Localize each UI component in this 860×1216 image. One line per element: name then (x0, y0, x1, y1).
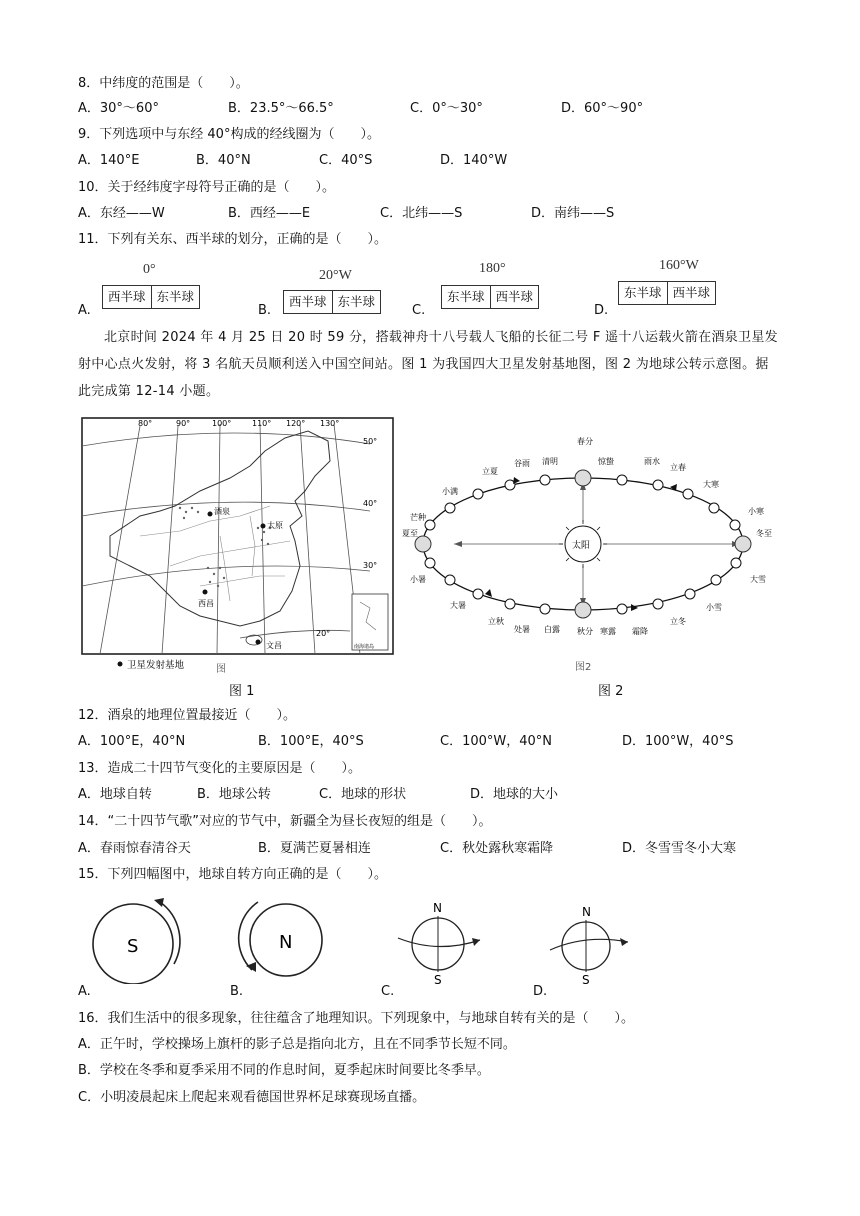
q16-option-b[interactable]: B．学校在冬季和夏季采用不同的作息时间，夏季起床时间要比冬季早。 (78, 1063, 490, 1078)
figure2-caption: 图 2 (598, 684, 624, 699)
q12-option-a[interactable]: A．100°E，40°N (78, 734, 186, 749)
legend-marker (118, 662, 123, 667)
q9-option-c[interactable]: C．40°S (319, 153, 373, 168)
launch-site-marker (261, 524, 266, 529)
solar-term-label: 小暑 (410, 575, 426, 584)
figure2-footer-label: 图2 (575, 662, 592, 672)
city-label-xichang: 西昌 (198, 599, 214, 608)
q16-option-c[interactable]: C．小明凌晨起床上爬起来观看德国世界杯足球赛现场直播。 (78, 1090, 426, 1105)
q15-option-d[interactable]: D. (533, 984, 548, 999)
q12-option-d[interactable]: D．100°W，40°S (622, 734, 734, 749)
figure1-map (80, 416, 395, 676)
solar-term-label: 惊蛰 (598, 457, 614, 466)
passage-intro: 北京时间 2024 年 4 月 25 日 20 时 59 分，搭载神舟十八号载人飞船的长征二号 F 遥十八运载火箭在酒泉卫星发射中心点火发射，将 3 名航天员顺利送入中国空间站。图 1 为我国四大卫星发射基地图，图 2 为地球公转示意图。据此完成第 12-14 小题。 (78, 330, 778, 399)
rotation-arrow-icon (154, 898, 164, 907)
city-label-jiuquan: 酒泉 (214, 507, 230, 516)
solar-term-label: 芒种 (410, 513, 426, 522)
q8-option-d[interactable]: D．60°～90° (561, 101, 644, 116)
q9-option-d[interactable]: D．140°W (440, 153, 508, 168)
q11-option-c[interactable]: C. (412, 303, 426, 318)
hemisphere-label: 东半球 (624, 285, 662, 300)
rotation-arrow-icon (472, 938, 480, 946)
rotation-arrow-icon (620, 938, 628, 946)
q15-option-b[interactable]: B. (230, 984, 244, 999)
q15-stem: 15．下列四幅图中，地球自转方向正确的是（ ）。 (78, 867, 388, 882)
north-pole-label: N (279, 932, 293, 953)
q9-option-a[interactable]: A．140°E (78, 153, 140, 168)
north-pole-label: N (582, 905, 591, 919)
q13-option-c[interactable]: C．地球的形状 (319, 787, 407, 802)
q14-option-c[interactable]: C．秋处露秋寒霜降 (440, 841, 554, 856)
q15-diagram-c (392, 898, 502, 988)
rotation-arrow-icon (246, 962, 256, 972)
earth-globe-icon (415, 536, 431, 552)
q11-option-b[interactable]: B. (258, 303, 272, 318)
city-label-wenchang: 文昌 (266, 641, 282, 650)
solar-term-label: 立秋 (488, 617, 504, 626)
q11-option-a[interactable]: A. (78, 303, 91, 318)
q12-stem: 12．酒泉的地理位置最接近（ ）。 (78, 708, 297, 723)
south-pole-label: S (434, 973, 442, 987)
q11-d-meridian: 160°W (659, 258, 699, 273)
hemisphere-label: 西半球 (667, 282, 716, 304)
q14-option-a[interactable]: A．春雨惊春清谷天 (78, 841, 191, 856)
solar-term-label: 立冬 (670, 617, 686, 626)
launch-site-marker (208, 512, 213, 517)
q16-stem: 16．我们生活中的很多现象，往往蕴含了地理知识。下列现象中，与地球自转有关的是（ ）。 (78, 1011, 635, 1026)
legend-suffix: 图 (216, 664, 226, 675)
q8-option-b[interactable]: B．23.5°～66.5° (228, 101, 334, 116)
q11-c-meridian: 180° (479, 261, 506, 276)
south-pole-label: S (127, 936, 139, 957)
lat-label: 50° (363, 437, 378, 446)
hemisphere-label: 东半球 (332, 291, 381, 313)
solar-term-label: 寒露 (600, 627, 616, 636)
q15-option-c[interactable]: C. (381, 984, 395, 999)
lon-label: 80° (138, 419, 153, 428)
q10-option-b[interactable]: B．西经——E (228, 206, 311, 221)
q12-option-b[interactable]: B．100°E，40°S (258, 734, 364, 749)
lat-label: 30° (363, 561, 378, 570)
q15-option-a[interactable]: A. (78, 984, 91, 999)
lon-label: 90° (176, 419, 191, 428)
lon-label: 130° (320, 419, 340, 428)
solar-term-label: 春分 (577, 437, 593, 446)
lon-label: 110° (252, 419, 272, 428)
q8-stem: 8．中纬度的范围是（ ）。 (78, 76, 249, 91)
solar-term-label: 雨水 (644, 457, 660, 466)
q13-option-d[interactable]: D．地球的大小 (470, 787, 559, 802)
solar-term-label: 冬至 (756, 529, 772, 538)
legend-label: 卫星发射基地 (127, 660, 185, 671)
south-pole-label: S (582, 973, 590, 987)
solar-term-label: 小寒 (748, 507, 764, 516)
solar-term-label: 清明 (542, 457, 558, 466)
hemisphere-label: 东半球 (151, 286, 200, 308)
q13-stem: 13．造成二十四节气变化的主要原因是（ ）。 (78, 761, 362, 776)
solar-term-label: 大暑 (450, 601, 466, 610)
sun-label: 太阳 (572, 541, 591, 551)
figure1-caption: 图 1 (229, 684, 255, 699)
hemisphere-label: 西半球 (289, 294, 327, 309)
launch-site-marker (203, 590, 208, 595)
q9-stem: 9．下列选项中与东经 40°构成的经线圈为（ ）。 (78, 127, 380, 142)
solar-term-label: 立夏 (482, 467, 498, 476)
earth-globe-icon (735, 536, 751, 552)
q10-option-c[interactable]: C．北纬——S (380, 206, 463, 221)
solar-term-label: 秋分 (577, 627, 593, 636)
solar-term-label: 谷雨 (514, 459, 530, 468)
lon-label: 100° (212, 419, 232, 428)
q16-option-a[interactable]: A．正午时，学校操场上旗杆的影子总是指向北方，且在不同季节长短不同。 (78, 1037, 516, 1052)
solar-term-label: 立春 (670, 463, 686, 472)
q13-option-b[interactable]: B．地球公转 (197, 787, 271, 802)
q10-option-a[interactable]: A．东经——W (78, 206, 165, 221)
q11-c-diagram (441, 285, 539, 309)
solar-term-label: 小满 (442, 487, 458, 496)
figure2-orbit (400, 432, 790, 672)
q8-option-a[interactable]: A．30°～60° (78, 101, 159, 116)
q14-option-b[interactable]: B．夏满芒夏暑相连 (258, 841, 371, 856)
q11-a-diagram (102, 285, 200, 309)
q11-a-meridian: 0° (143, 262, 156, 277)
q15-diagram-b (236, 894, 336, 984)
solar-term-label: 大雪 (750, 575, 766, 584)
solar-term-label: 大寒 (703, 480, 719, 489)
q15-diagram-a (88, 894, 188, 984)
q9-option-b[interactable]: B．40°N (196, 153, 251, 168)
q11-b-meridian: 20°W (319, 268, 352, 283)
q10-stem: 10．关于经纬度字母符号正确的是（ ）。 (78, 180, 336, 195)
earth-globe-icon (575, 602, 591, 618)
hemisphere-label: 东半球 (447, 289, 485, 304)
q10-option-d[interactable]: D．南纬——S (531, 206, 615, 221)
earth-globe-icon (575, 470, 591, 486)
solar-term-label: 处暑 (514, 625, 530, 634)
q11-option-d[interactable]: D. (594, 303, 609, 318)
hemisphere-label: 西半球 (108, 289, 146, 304)
solar-term-label: 霜降 (632, 627, 648, 636)
hemisphere-label: 西半球 (490, 286, 539, 308)
inset-label: 南海诸岛 (354, 644, 375, 650)
q12-option-c[interactable]: C．100°W，40°N (440, 734, 553, 749)
solar-term-label: 白露 (544, 625, 560, 634)
lat-label: 20° (316, 629, 331, 638)
solar-term-label: 小雪 (706, 603, 722, 612)
q15-diagram-d (546, 904, 656, 988)
q14-option-d[interactable]: D．冬雪雪冬小大寒 (622, 841, 737, 856)
q11-b-diagram (283, 290, 381, 314)
north-pole-label: N (433, 901, 442, 915)
q8-option-c[interactable]: C．0°～30° (410, 101, 483, 116)
lat-label: 40° (363, 499, 378, 508)
launch-site-marker (256, 640, 261, 645)
q11-stem: 11．下列有关东、西半球的划分，正确的是（ ）。 (78, 232, 388, 247)
city-label-taiyuan: 太原 (267, 521, 283, 530)
lon-label: 120° (286, 419, 306, 428)
q14-stem: 14．“二十四节气歌”对应的节气中，新疆全为昼长夜短的组是（ ）。 (78, 814, 492, 829)
solar-term-label: 夏至 (402, 529, 418, 538)
q11-d-diagram (618, 281, 716, 305)
q13-option-a[interactable]: A．地球自转 (78, 787, 152, 802)
